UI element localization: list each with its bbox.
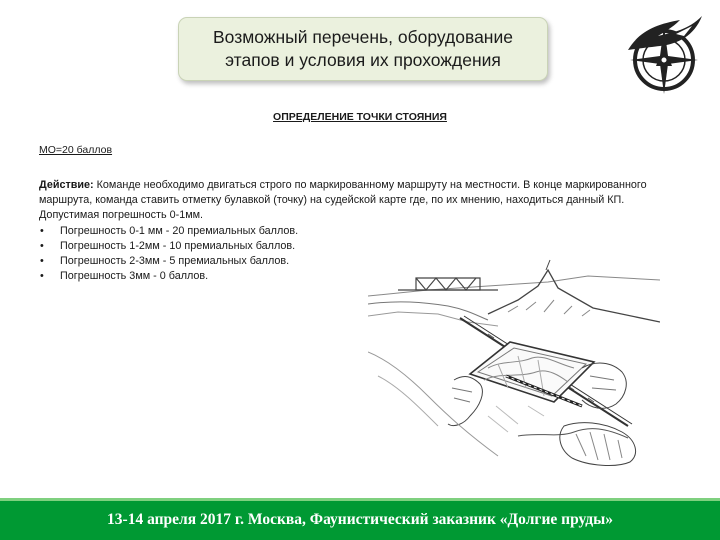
list-item-text: Погрешность 3мм - 0 баллов. — [60, 270, 209, 283]
action-text: Команде необходимо двигаться строго по маркированному маршруту на местности. В конце маркированного маршрута, команда ставить отметку булавкой (точку) на судейской карте где, по их мнению, находиться данный КП. — [39, 179, 647, 207]
footer-stripe — [0, 498, 720, 501]
footer-bar — [0, 498, 720, 540]
action-paragraph — [39, 178, 691, 208]
list-item-text: Погрешность 1-2мм - 10 премиальных баллов. — [60, 239, 296, 252]
list-item-text: Погрешность 0-1 мм - 20 премиальных баллов. — [60, 224, 299, 237]
tolerance-text: Допустимая погрешность 0-1мм. — [39, 209, 204, 222]
bullet-icon: • — [40, 224, 44, 237]
max-score-label: МО=20 баллов — [39, 144, 113, 156]
bullet-icon: • — [40, 270, 44, 283]
list-item — [39, 239, 691, 254]
bullet-icon: • — [40, 255, 44, 268]
compass-swallow-logo-icon — [618, 10, 706, 98]
list-item — [39, 224, 691, 239]
bullet-icon: • — [40, 239, 44, 252]
footer-text: 13-14 апреля 2017 г. Москва, Фаунистический заказник «Долгие пруды» — [107, 511, 613, 528]
action-label: Действие: — [39, 179, 94, 191]
page-title-line-2: этапов и условия их прохождения — [225, 50, 501, 70]
title-box — [178, 17, 548, 81]
page-title-line-1: Возможный перечень, оборудование — [213, 27, 513, 47]
list-item-text: Погрешность 2-3мм - 5 премиальных баллов. — [60, 255, 290, 268]
map-orientation-sketch-icon — [368, 256, 660, 468]
section-heading: ОПРЕДЕЛЕНИЕ ТОЧКИ СТОЯНИЯ — [273, 111, 447, 123]
